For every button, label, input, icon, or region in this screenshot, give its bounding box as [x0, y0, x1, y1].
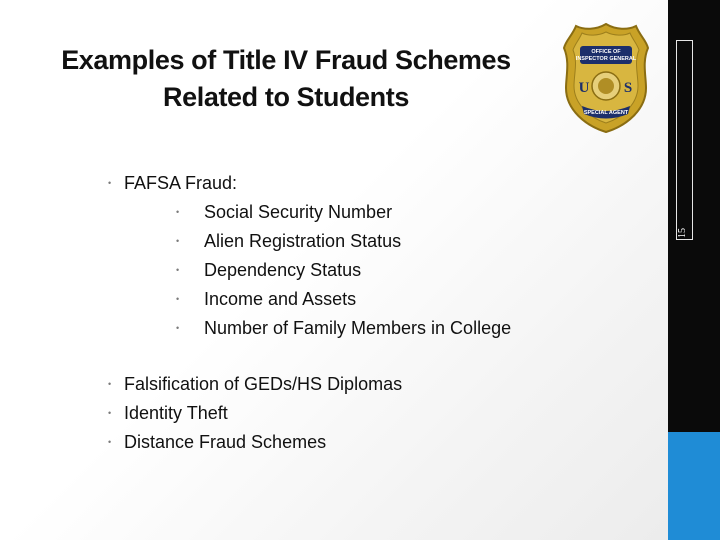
sub-bullet-income-assets: Income and Assets: [204, 289, 357, 309]
svg-text:S: S: [623, 80, 633, 96]
bullet-dot: •: [108, 178, 112, 188]
bullet-dot: •: [176, 265, 180, 275]
bullet-dot: •: [176, 323, 180, 333]
bullet-identity-theft: Identity Theft: [124, 403, 228, 423]
page-number-frame: [676, 40, 693, 240]
bullet-ged-falsification: Falsification of GEDs/HS Diplomas: [124, 374, 403, 394]
bullet-fafsa-fraud: FAFSA Fraud:: [124, 173, 238, 193]
bullet-dot: •: [108, 437, 112, 447]
sub-bullet-ssn: Social Security Number: [204, 202, 393, 222]
bullet-dot: •: [176, 207, 180, 217]
bullet-distance-fraud: Distance Fraud Schemes: [124, 432, 327, 452]
sub-bullet-dependency: Dependency Status: [204, 260, 362, 280]
sub-bullet-family-members: Number of Family Members in College: [204, 318, 512, 338]
svg-text:INSPECTOR GENERAL: INSPECTOR GENERAL: [575, 56, 637, 62]
bullet-dot: •: [176, 236, 180, 246]
sub-bullet-alien-registration: Alien Registration Status: [204, 231, 402, 251]
bullet-dot: •: [108, 408, 112, 418]
bullet-dot: •: [108, 379, 112, 389]
sidebar-accent-block: [668, 432, 720, 540]
title-line-1: Examples of Title IV Fraud Schemes: [61, 45, 511, 75]
svg-text:U: U: [578, 80, 590, 96]
bullet-dot: •: [176, 294, 180, 304]
page-number: 15: [677, 228, 688, 238]
title-line-2: Related to Students: [163, 82, 409, 112]
svg-text:OFFICE OF: OFFICE OF: [591, 49, 621, 55]
svg-text:SPECIAL AGENT: SPECIAL AGENT: [583, 110, 629, 116]
